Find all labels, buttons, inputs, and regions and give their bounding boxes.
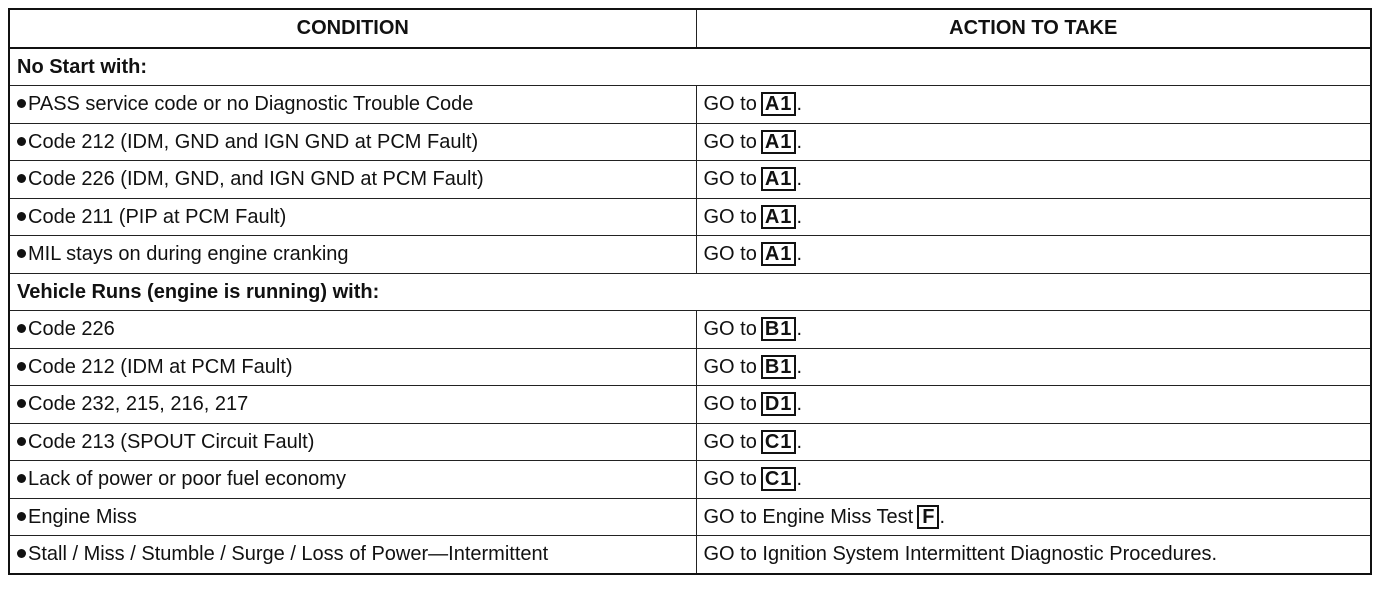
step-reference-box: A1 [761, 167, 797, 191]
condition-text: MIL stays on during engine cranking [28, 243, 349, 266]
action-suffix: . [796, 243, 802, 266]
action-text: GO to [703, 393, 757, 416]
bullet-icon [17, 174, 26, 183]
condition-text: Engine Miss [28, 505, 137, 528]
table-row [9, 348, 1371, 386]
action-suffix: . [796, 318, 802, 341]
table-row [9, 161, 1371, 199]
table-row [9, 386, 1371, 424]
action-text: GO to [703, 355, 757, 378]
condition-cell [9, 386, 696, 424]
step-reference-box: F [917, 505, 939, 529]
action-cell [696, 161, 1371, 199]
bullet-icon [17, 99, 26, 108]
action-text: GO to [703, 318, 757, 341]
condition-cell [9, 498, 696, 536]
condition-header: CONDITION [9, 9, 696, 48]
action-cell [696, 386, 1371, 424]
step-reference-box: A1 [761, 130, 797, 154]
action-cell [696, 198, 1371, 236]
action-cell [696, 536, 1371, 574]
action-header: ACTION TO TAKE [696, 9, 1371, 48]
condition-text: Code 213 (SPOUT Circuit Fault) [28, 430, 315, 453]
step-reference-box: C1 [761, 430, 797, 454]
action-suffix: . [796, 430, 802, 453]
action-text: GO to [703, 130, 757, 153]
condition-text: Code 212 (IDM at PCM Fault) [28, 355, 293, 378]
action-text: GO to [703, 430, 757, 453]
action-cell [696, 311, 1371, 349]
action-text: GO to [703, 243, 757, 266]
condition-cell [9, 348, 696, 386]
action-suffix: . [796, 468, 802, 491]
step-reference-box: C1 [761, 467, 797, 491]
condition-cell [9, 423, 696, 461]
condition-text: Lack of power or poor fuel economy [28, 468, 346, 491]
condition-cell [9, 311, 696, 349]
action-cell [696, 348, 1371, 386]
action-cell [696, 423, 1371, 461]
action-suffix: . [796, 93, 802, 116]
action-suffix: . [796, 168, 802, 191]
action-suffix: . [796, 393, 802, 416]
action-suffix: . [796, 355, 802, 378]
condition-text: Code 211 (PIP at PCM Fault) [28, 205, 287, 228]
step-reference-box: B1 [761, 317, 797, 341]
table-row [9, 498, 1371, 536]
action-text: GO to [703, 468, 757, 491]
diagnostic-table [8, 8, 1372, 575]
action-cell [696, 86, 1371, 124]
action-suffix: . [796, 205, 802, 228]
step-reference-box: A1 [761, 92, 797, 116]
step-reference-box: A1 [761, 205, 797, 229]
table-row [9, 311, 1371, 349]
bullet-icon [17, 549, 26, 558]
condition-cell [9, 86, 696, 124]
bullet-icon [17, 399, 26, 408]
bullet-icon [17, 324, 26, 333]
section-heading: Vehicle Runs (engine is running) with: [9, 273, 1371, 311]
condition-text: Stall / Miss / Stumble / Surge / Loss of Power—Intermittent [28, 543, 549, 566]
action-text: GO to [703, 168, 757, 191]
table-row [9, 461, 1371, 499]
bullet-icon [17, 212, 26, 221]
section-row [9, 273, 1371, 311]
action-cell [696, 123, 1371, 161]
section-row [9, 48, 1371, 86]
condition-cell [9, 198, 696, 236]
action-cell [696, 461, 1371, 499]
table-row [9, 123, 1371, 161]
table-body [9, 48, 1371, 574]
bullet-icon [17, 512, 26, 521]
condition-cell [9, 236, 696, 274]
condition-text: Code 226 (IDM, GND, and IGN GND at PCM Fault) [28, 168, 484, 191]
section-heading: No Start with: [9, 48, 1371, 86]
condition-cell [9, 161, 696, 199]
action-cell [696, 498, 1371, 536]
condition-text: Code 232, 215, 216, 217 [28, 393, 249, 416]
action-text: GO to Engine Miss Test [703, 505, 914, 528]
table-row [9, 86, 1371, 124]
table-row [9, 536, 1371, 574]
action-suffix: . [796, 130, 802, 153]
action-text: GO to [703, 93, 757, 116]
condition-cell [9, 461, 696, 499]
action-text: GO to Ignition System Intermittent Diagnostic Procedures. [703, 543, 1218, 566]
condition-text: PASS service code or no Diagnostic Trouble Code [28, 93, 474, 116]
bullet-icon [17, 437, 26, 446]
bullet-icon [17, 249, 26, 258]
header-row [9, 9, 1371, 48]
action-cell [696, 236, 1371, 274]
bullet-icon [17, 137, 26, 146]
table-row [9, 236, 1371, 274]
step-reference-box: B1 [761, 355, 797, 379]
condition-text: Code 212 (IDM, GND and IGN GND at PCM Fault) [28, 130, 479, 153]
table-row [9, 198, 1371, 236]
table-row [9, 423, 1371, 461]
condition-cell [9, 123, 696, 161]
step-reference-box: D1 [761, 392, 797, 416]
condition-cell [9, 536, 696, 574]
action-text: GO to [703, 205, 757, 228]
action-suffix: . [939, 505, 945, 528]
condition-text: Code 226 [28, 318, 115, 341]
step-reference-box: A1 [761, 242, 797, 266]
bullet-icon [17, 362, 26, 371]
bullet-icon [17, 474, 26, 483]
